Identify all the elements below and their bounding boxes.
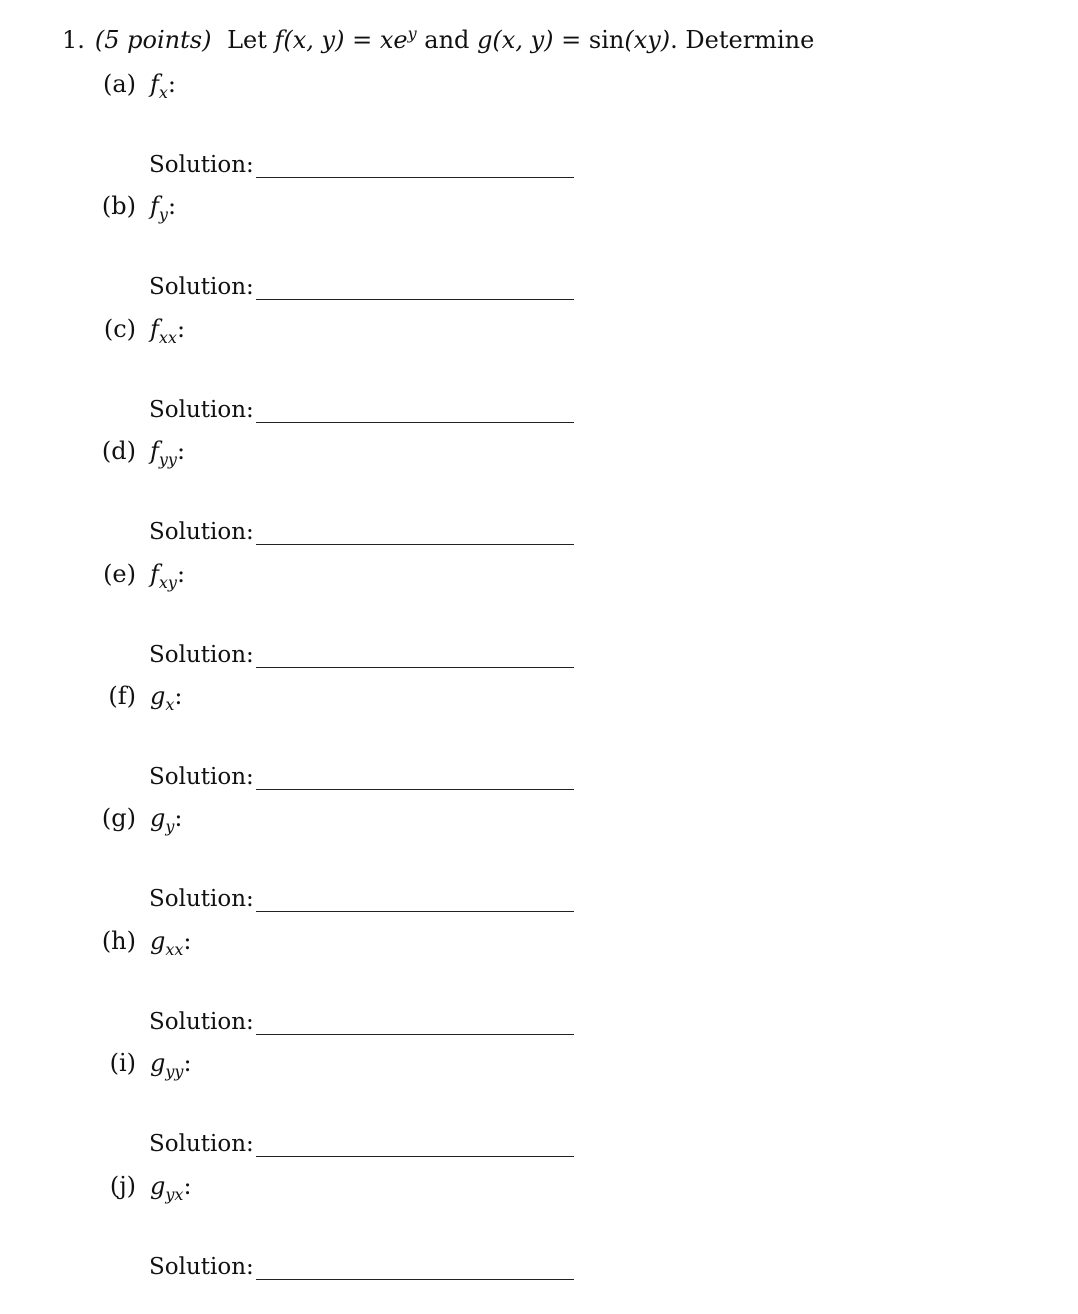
solution-label: Solution: bbox=[149, 1008, 254, 1035]
part-function: f bbox=[150, 559, 159, 588]
part-expression bbox=[150, 68, 176, 109]
part-function: g bbox=[150, 682, 166, 710]
part-function: f bbox=[150, 70, 159, 98]
part-expression bbox=[150, 925, 192, 966]
part-function: f bbox=[150, 437, 159, 466]
solution-label: Solution: bbox=[149, 1253, 254, 1280]
solution-label: Solution: bbox=[149, 274, 254, 301]
part-expression bbox=[150, 313, 185, 354]
part-colon: : bbox=[167, 70, 177, 98]
part-colon: : bbox=[176, 314, 186, 343]
part-expression bbox=[150, 558, 185, 599]
part-tag: (a) bbox=[102, 70, 136, 98]
answer-blank[interactable] bbox=[256, 667, 574, 668]
part-tag: (f) bbox=[108, 682, 136, 710]
part-function: g bbox=[150, 1171, 166, 1200]
part-tag: (g) bbox=[101, 804, 136, 833]
part-subscript: y bbox=[165, 817, 175, 837]
answer-blank[interactable] bbox=[256, 1279, 574, 1280]
answer-blank[interactable] bbox=[256, 1034, 574, 1035]
f-definition: f(x, y) = xe bbox=[274, 26, 408, 54]
g-argument: (xy) bbox=[624, 26, 671, 54]
part-tag: (j) bbox=[109, 1171, 136, 1200]
part-subscript: x bbox=[158, 82, 168, 102]
part-subscript: yy bbox=[158, 449, 177, 469]
part-item bbox=[0, 680, 1078, 802]
part-colon: : bbox=[167, 192, 177, 221]
part-expression bbox=[150, 680, 183, 721]
part-item bbox=[0, 435, 1078, 557]
answer-blank[interactable] bbox=[256, 911, 574, 912]
part-tag: (i) bbox=[109, 1049, 136, 1078]
solution-label: Solution: bbox=[149, 641, 254, 668]
answer-blank[interactable] bbox=[256, 177, 574, 178]
part-colon: : bbox=[174, 804, 183, 833]
part-item bbox=[0, 802, 1078, 924]
part-subscript: xx bbox=[158, 327, 177, 347]
part-colon: : bbox=[176, 437, 186, 466]
part-expression bbox=[150, 190, 176, 231]
part-expression bbox=[150, 435, 185, 476]
answer-blank[interactable] bbox=[256, 544, 574, 545]
answer-blank[interactable] bbox=[256, 1156, 574, 1157]
part-item bbox=[0, 68, 1078, 190]
part-colon: : bbox=[174, 682, 183, 710]
and-word: and bbox=[424, 26, 470, 54]
answer-blank[interactable] bbox=[256, 299, 574, 300]
part-item bbox=[0, 925, 1078, 1047]
part-function: g bbox=[150, 926, 166, 955]
part-colon: : bbox=[176, 559, 186, 588]
solution-label: Solution: bbox=[149, 396, 254, 423]
determine-word: . Determine bbox=[670, 26, 815, 54]
part-expression bbox=[150, 1170, 192, 1211]
g-sin: sin bbox=[588, 26, 625, 54]
part-subscript: x bbox=[165, 694, 175, 714]
part-tag: (e) bbox=[103, 559, 136, 588]
part-subscript: xy bbox=[158, 572, 177, 592]
f-exponent: y bbox=[407, 24, 417, 43]
solution-label: Solution: bbox=[149, 886, 254, 913]
part-item bbox=[0, 190, 1078, 312]
part-function: g bbox=[150, 804, 166, 833]
part-subscript: xx bbox=[165, 939, 184, 959]
part-colon: : bbox=[183, 1171, 192, 1200]
problem-points: (5 points) bbox=[94, 26, 212, 54]
answer-blank[interactable] bbox=[256, 422, 574, 423]
part-subscript: yx bbox=[165, 1184, 184, 1204]
let-word: Let bbox=[227, 26, 267, 54]
part-function: g bbox=[150, 1049, 166, 1078]
part-expression bbox=[150, 1047, 192, 1088]
solution-label: Solution: bbox=[149, 1131, 254, 1158]
part-item bbox=[0, 1047, 1078, 1169]
part-subscript: y bbox=[158, 205, 168, 225]
solution-label: Solution: bbox=[149, 764, 254, 790]
part-item bbox=[0, 558, 1078, 680]
problem-number: 1. bbox=[62, 26, 85, 54]
part-tag: (h) bbox=[101, 926, 136, 955]
part-function: f bbox=[150, 192, 159, 221]
part-tag: (c) bbox=[103, 314, 136, 343]
answer-blank[interactable] bbox=[256, 789, 574, 790]
g-definition: g(x, y) = bbox=[477, 26, 589, 54]
part-tag: (b) bbox=[101, 192, 136, 221]
part-tag: (d) bbox=[101, 437, 136, 466]
part-subscript: yy bbox=[165, 1061, 184, 1081]
part-function: f bbox=[150, 314, 159, 343]
part-expression bbox=[150, 802, 183, 843]
part-item bbox=[0, 1170, 1078, 1292]
part-colon: : bbox=[183, 1049, 192, 1078]
solution-label: Solution: bbox=[149, 519, 254, 546]
part-colon: : bbox=[183, 926, 192, 955]
part-item bbox=[0, 313, 1078, 435]
solution-label: Solution: bbox=[149, 152, 254, 178]
